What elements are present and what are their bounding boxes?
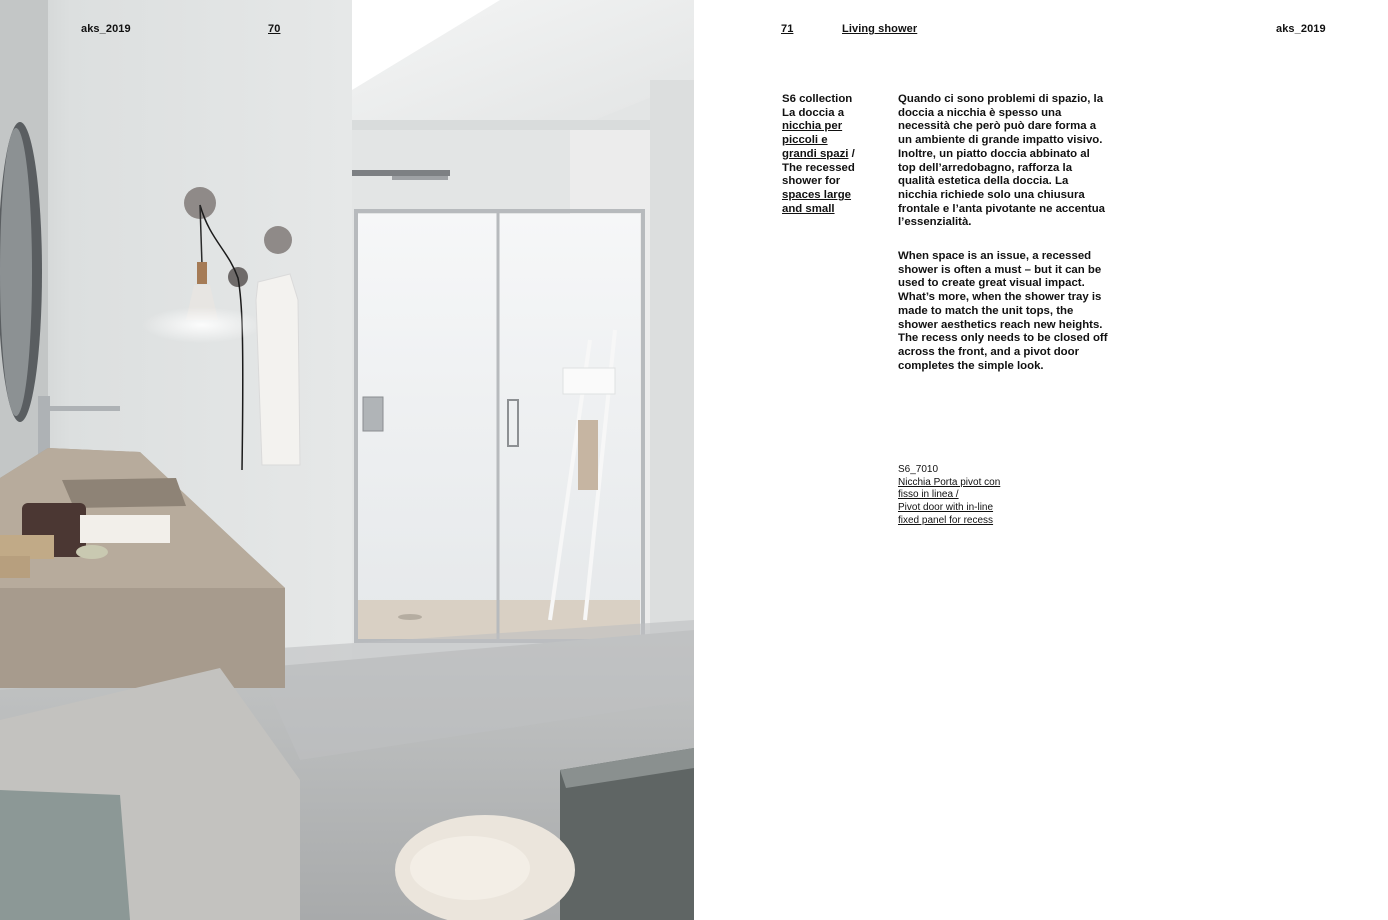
- caption-link[interactable]: Nicchia Porta pivot con: [898, 476, 1001, 488]
- product-caption: [898, 464, 1028, 528]
- caption-link[interactable]: fixed panel for recess: [898, 514, 994, 526]
- product-code: S6_7010: [898, 464, 939, 475]
- right-brand-label: aks_2019: [1276, 23, 1326, 35]
- heading-link-it[interactable]: grandi spazi: [782, 147, 849, 160]
- left-page-number[interactable]: 70: [268, 23, 281, 35]
- heading-line: S6 collection: [782, 93, 853, 105]
- heading-link-it[interactable]: piccoli e: [782, 134, 828, 147]
- heading-line: The recessed: [782, 161, 855, 174]
- collection-heading: [782, 93, 872, 216]
- caption-link[interactable]: Pivot door with in-line: [898, 502, 994, 514]
- body-text: [898, 93, 1108, 373]
- section-title-link[interactable]: Living shower: [842, 23, 918, 35]
- right-page-number[interactable]: 71: [781, 23, 794, 35]
- right-page: [694, 0, 1388, 920]
- heading-slash: /: [851, 147, 855, 160]
- heading-link-it[interactable]: nicchia per: [782, 120, 843, 133]
- heading-link-en[interactable]: and small: [782, 202, 835, 215]
- body-english: When space is an issue, a recessed shower is often a must – but it can be used to create great visual impact. What’s more, when the shower tray is made to match the unit tops, the shower aesthetics reach new heights. The recess only needs to be closed off across the front, and a pivot door completes the simple look.: [898, 250, 1108, 372]
- left-brand-label: aks_2019: [81, 23, 131, 35]
- caption-link[interactable]: fisso in linea /: [898, 489, 959, 501]
- heading-line: La doccia a: [782, 106, 845, 119]
- heading-link-en[interactable]: spaces large: [782, 188, 852, 201]
- heading-line: shower for: [782, 175, 841, 188]
- body-italian: Quando ci sono problemi di spazio, la doccia a nicchia è spesso una necessità che però può dare forma a un ambiente di grande impatto visivo. Inoltre, un piatto doccia abbinato al top dell’arredobagno, rafforza la qualità estetica della doccia. La nicchia richiede solo una chiusura frontale e l’anta pivotante ne accentua l’essenzialità.: [898, 93, 1105, 229]
